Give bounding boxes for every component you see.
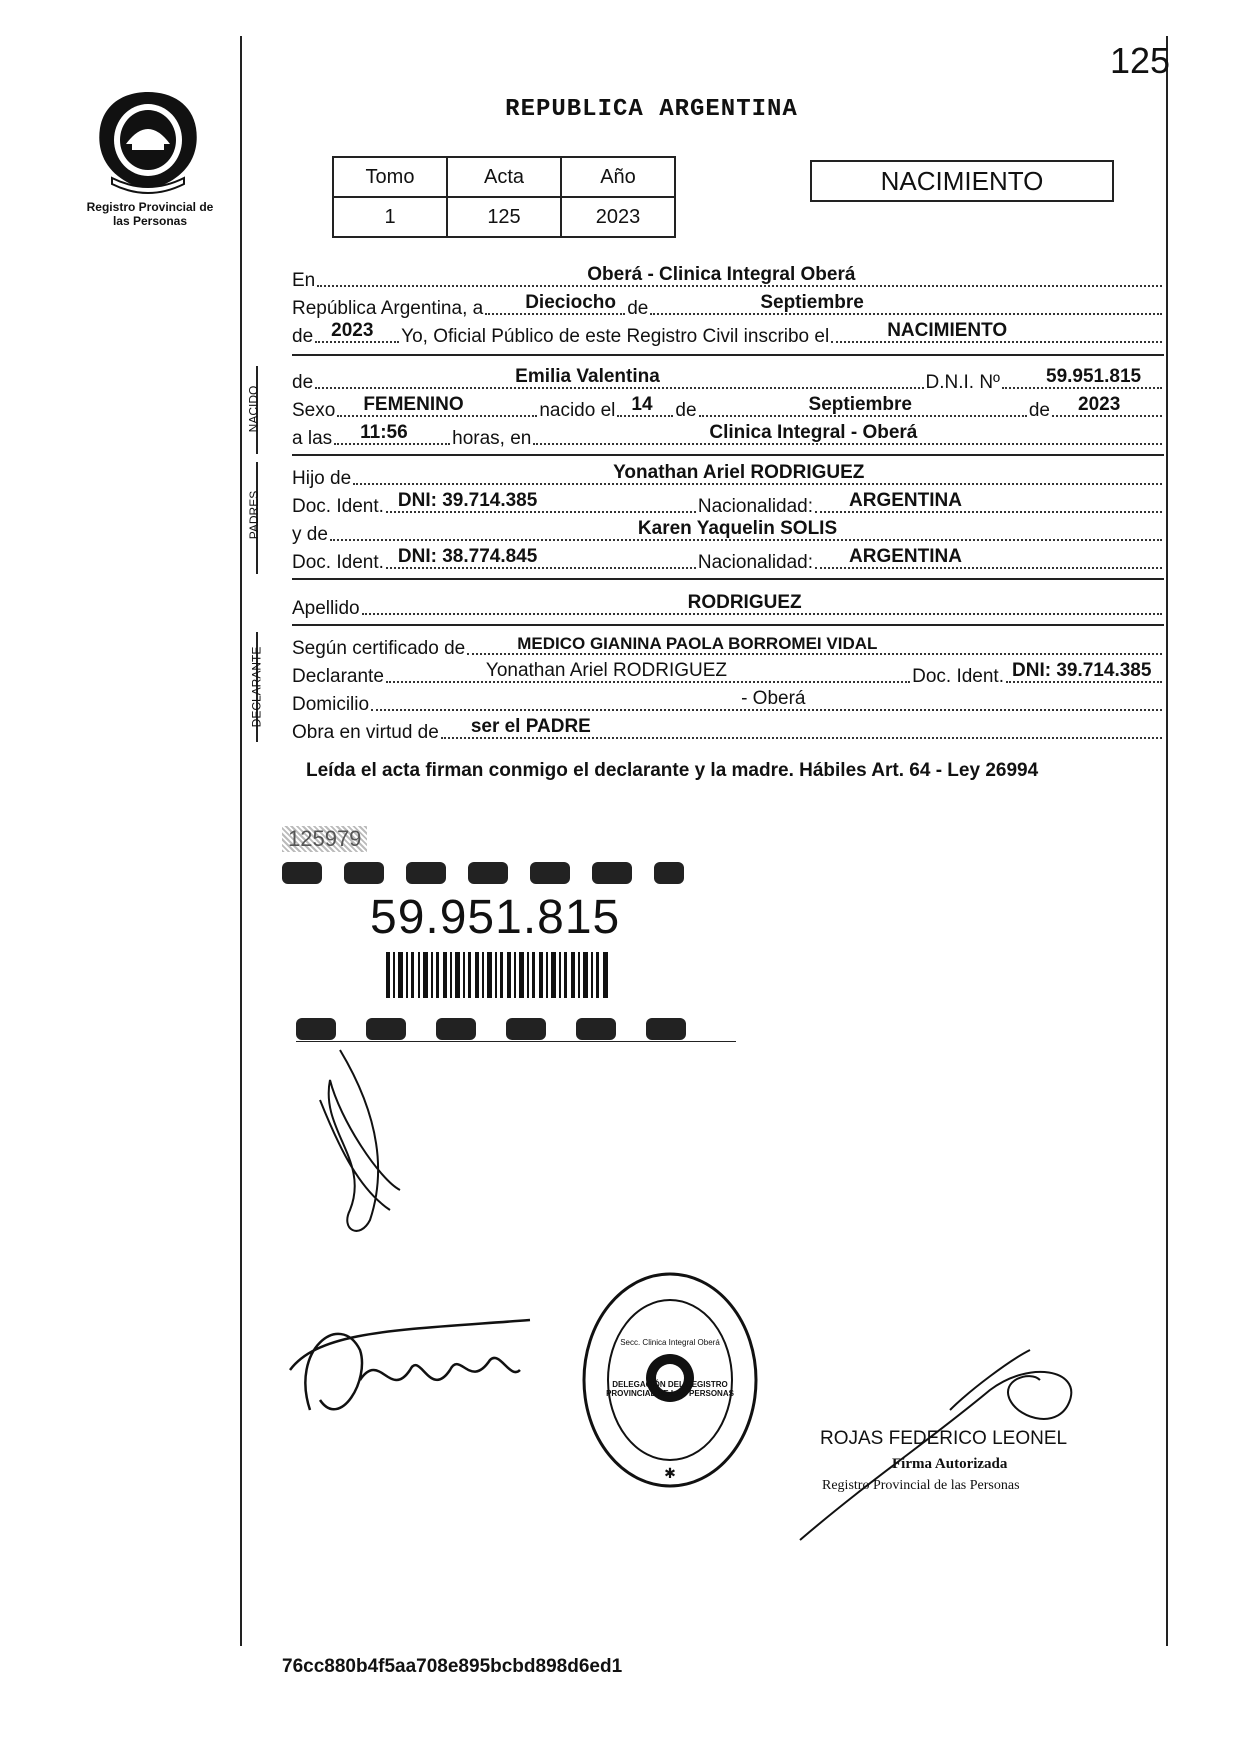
separator-2: [292, 454, 1164, 456]
acta-value: 125: [447, 197, 561, 237]
nacido-de-label: de: [292, 372, 314, 393]
mother-doc-label: Doc. Ident.: [292, 552, 384, 573]
mother-name: Karen Yaquelin SOLIS: [637, 518, 838, 539]
declarante-value: Yonathan Ariel RODRIGUEZ: [485, 660, 728, 681]
declarante-doc: DNI: 39.714.385: [1012, 660, 1152, 681]
father-name: Yonathan Ariel RODRIGUEZ: [613, 462, 865, 483]
place-value: Oberá - Clinica Integral Oberá: [587, 264, 856, 285]
de-label: de: [627, 298, 649, 319]
padres-section-label: PADRES: [247, 490, 262, 540]
horas-label: horas, en: [452, 428, 532, 449]
record-type-box: NACIMIENTO: [810, 160, 1114, 202]
intro-row-1: [292, 264, 1164, 292]
padres-row-2: [292, 490, 1164, 518]
declarante-row-3: [292, 688, 1164, 716]
declarante-doc-label: Doc. Ident.: [912, 666, 1004, 687]
left-margin-line: [240, 36, 242, 1646]
day-value: Dieciocho: [525, 292, 616, 313]
apellido-row: [292, 592, 1164, 620]
padres-row-4: [292, 546, 1164, 574]
padres-row-1: [292, 462, 1164, 490]
obra-value: ser el PADRE: [470, 716, 591, 737]
closing-note: Leída el acta firman conmigo el declarante y la madre. Hábiles Art. 64 - Ley 26994: [306, 760, 1039, 781]
birth-month: Septiembre: [808, 394, 912, 415]
sticker-dni-number: 59.951.815: [370, 891, 621, 944]
separator-3: [292, 578, 1164, 580]
declarante-row-1: [292, 632, 1164, 660]
en-label: En: [292, 270, 316, 291]
birth-time: 11:56: [360, 422, 408, 443]
cert-label: Según certificado de: [292, 638, 466, 659]
mother-nat-label: Nacionalidad:: [697, 552, 814, 573]
sticker-pattern-top: [282, 858, 732, 886]
country-title: REPUBLICA ARGENTINA: [505, 96, 798, 123]
oficial-text: Yo, Oficial Público de este Registro Civil inscribo el: [401, 326, 830, 347]
officer-org: Registro Provincial de las Personas: [822, 1478, 1020, 1493]
sexo-value: FEMENINO: [363, 394, 464, 415]
domicilio-label: Domicilio: [292, 694, 370, 715]
nacido-row-3: [292, 422, 1164, 450]
nacido-row-1: [292, 366, 1164, 394]
officer-role: Firma Autorizada: [892, 1456, 1008, 1472]
declarante-label: Declarante: [292, 666, 384, 687]
father-nat-label: Nacionalidad:: [697, 496, 814, 517]
alas-label: a las: [292, 428, 333, 449]
declarante-section-label: DECLARANTE: [249, 646, 264, 728]
apellido-value: RODRIGUEZ: [687, 592, 802, 613]
declarante-row-4: [292, 716, 1164, 744]
acta-header: Acta: [447, 157, 561, 197]
nacido-section-label: NACIDO: [246, 385, 261, 433]
sticker-pattern-bottom: [296, 1014, 736, 1042]
intro-row-3: [292, 320, 1164, 348]
page-number: 125: [1110, 40, 1171, 81]
birth-place: Clinica Integral - Oberá: [709, 422, 918, 443]
month-value: Septiembre: [760, 292, 864, 313]
birth-year: 2023: [1078, 394, 1121, 415]
record-table: [332, 156, 676, 238]
stamp-ring-text: DELEGACIÓN DEL REGISTRO PROVINCIAL DE LAS PERSONAS: [606, 1380, 734, 1398]
y-de-label: y de: [292, 524, 328, 545]
father-doc: DNI: 39.714.385: [397, 490, 538, 511]
birth-day: 14: [631, 394, 653, 415]
nacido-el-label: nacido el: [539, 400, 616, 421]
sexo-label: Sexo: [292, 400, 336, 421]
mother-nationality: ARGENTINA: [849, 546, 962, 567]
right-margin-line: [1166, 36, 1168, 1646]
apellido-label: Apellido: [292, 598, 360, 619]
ano-header: Año: [561, 157, 675, 197]
intro-row-2: [292, 292, 1164, 320]
type-value: NACIMIENTO: [887, 320, 1008, 341]
child-dni: 59.951.815: [1046, 366, 1142, 387]
mother-signature: [280, 1290, 540, 1450]
hijo-de-label: Hijo de: [292, 468, 352, 489]
declarante-row-2: [292, 660, 1164, 688]
mother-doc: DNI: 38.774.845: [397, 546, 538, 567]
domicilio-value: - Oberá: [741, 688, 806, 709]
obra-label: Obra en virtud de: [292, 722, 439, 743]
child-name: Emilia Valentina: [515, 366, 660, 387]
de-label-3: de: [1028, 400, 1050, 421]
nacido-row-2: [292, 394, 1164, 422]
svg-text:✱: ✱: [664, 1465, 676, 1481]
republica-label: República Argentina, a: [292, 298, 484, 319]
officer-name: ROJAS FEDERICO LEONEL: [820, 1428, 1068, 1449]
separator-4: [292, 624, 1164, 626]
sticker-code: 125979: [282, 826, 367, 852]
stamp-inner-text: Secc. Clinica Integral Oberá: [620, 1338, 720, 1347]
de-label-2: de: [675, 400, 697, 421]
cert-value: MEDICO GIANINA PAOLA BORROMEI VIDAL: [517, 634, 878, 653]
padres-row-3: [292, 518, 1164, 546]
separator-1: [292, 354, 1164, 356]
year-value: 2023: [331, 320, 374, 341]
barcode-icon: [386, 952, 612, 998]
dni-label: D.N.I. Nº: [925, 372, 1000, 393]
declarante-signature: [300, 1040, 460, 1240]
tomo-value: 1: [333, 197, 447, 237]
logo-caption: Registro Provincial de las Personas: [86, 200, 214, 228]
tomo-header: Tomo: [333, 157, 447, 197]
de2-label: de: [292, 326, 314, 347]
ano-value: 2023: [561, 197, 675, 237]
father-doc-label: Doc. Ident.: [292, 496, 384, 517]
father-nationality: ARGENTINA: [849, 490, 962, 511]
document-hash: 76cc880b4f5aa708e895bcbd898d6ed1: [282, 1656, 623, 1677]
